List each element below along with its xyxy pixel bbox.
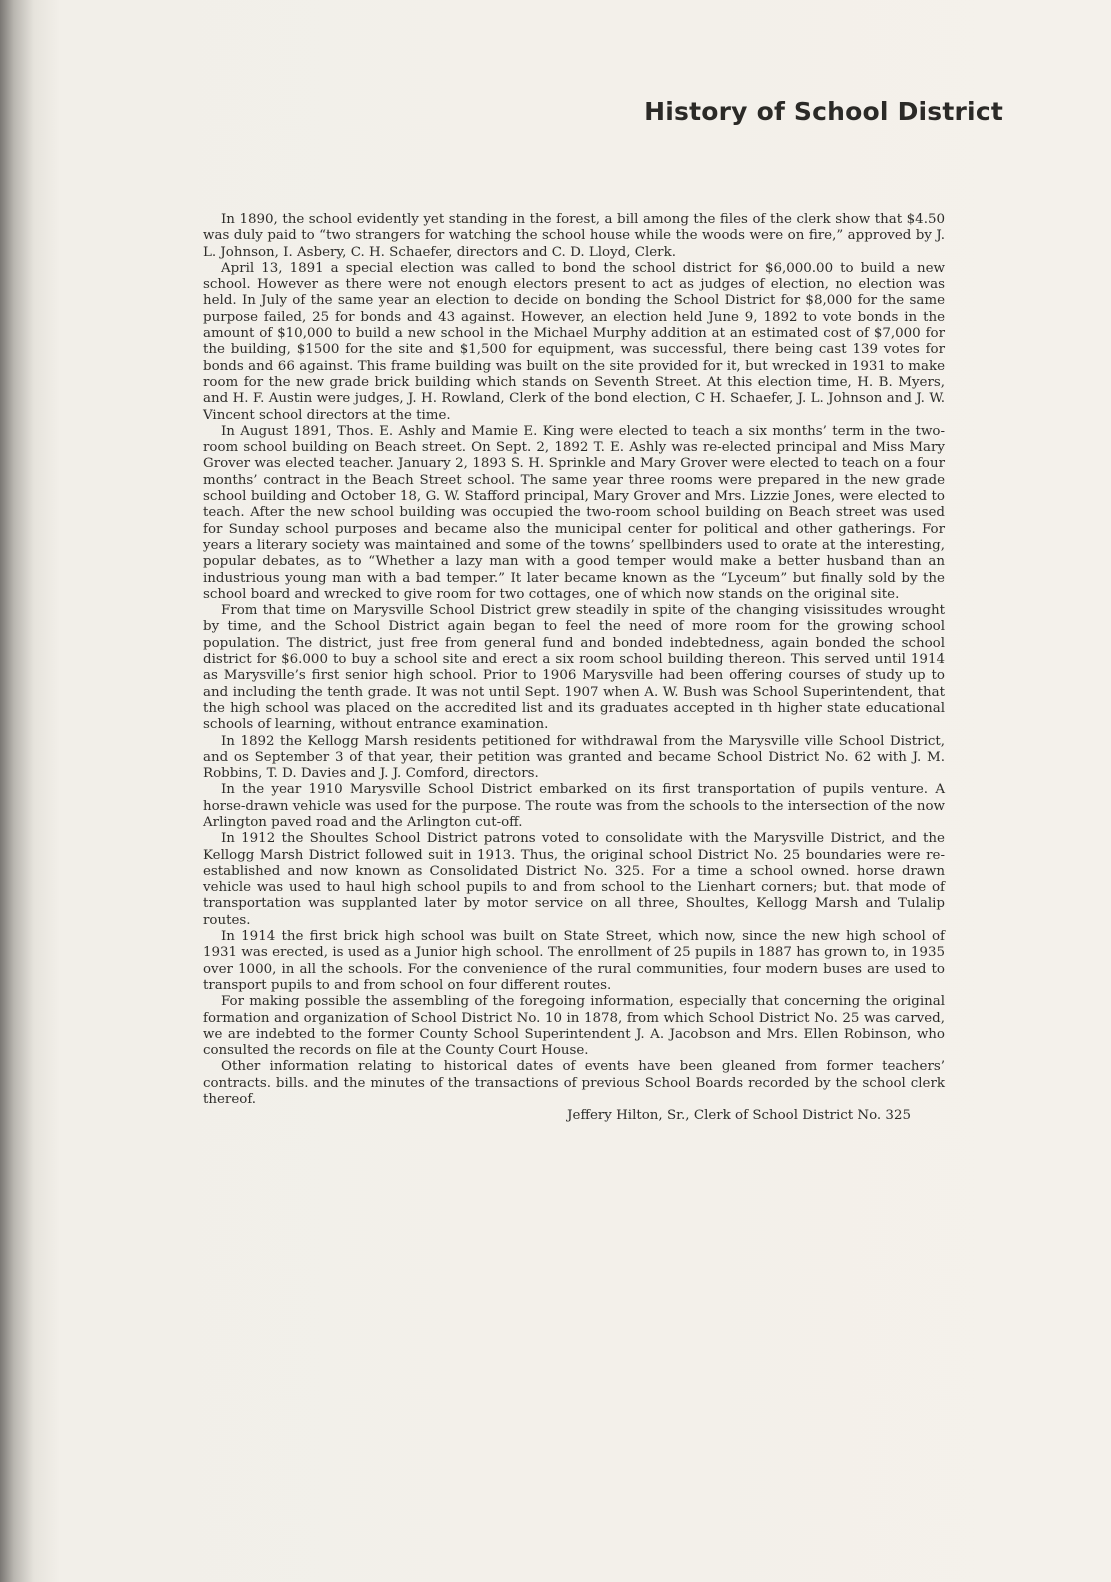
paragraph: In 1892 the Kellogg Marsh residents petitioned for withdrawal from the Marysville ville School District, and os September 3 of that year, their petition was granted and became School District No. 62 with J. M. Robbins, T. D. Davies and J. J. Comford, directors. xyxy=(203,733,945,782)
paragraph: In the year 1910 Marysville School District embarked on its first transportation of pupils venture. A horse-drawn vehicle was used for the purpose. The route was from the schools to the intersection of the now Arlington paved road and the Arlington cut-off. xyxy=(203,782,945,830)
paragraph: In 1914 the first brick high school was built on State Street, which now, since the new high school of 1931 was erected, is used as a Junior high school. The enrollment of 25 pupils in 1887 has grown to, in 1935 over 1000, in all the schools. For the convenience of the rural communities, four modern buses are used to transport pupils to and from school on four different routes. xyxy=(203,929,945,993)
article-body xyxy=(203,212,945,1125)
paragraph: From that time on Marysville School District grew steadily in spite of the changing visissitudes wrought by time, and the School District again began to feel the need of more room for the growing school population. The district, just free from general fund and bonded indebtedness, again bonded the school district for $6.000 to buy a school site and erect a six room school building thereon. This served until 1914 as Marysville’s first senior high school. Prior to 1906 Marysville had been offering courses of study up to and including the tenth grade. It was not until Sept. 1907 when A. W. Bush was School Superintendent, that the high school was placed on the accredited list and its graduates accepted in th higher state educational schools of learning, without entrance examination. xyxy=(203,603,945,733)
paragraph: In 1890, the school evidently yet standing in the forest, a bill among the files of the clerk show that $4.50 was duly paid to “two strangers for watching the school house while the woods were on fire,” approved by J. L. Johnson, I. Asbery, C. H. Schaefer, directors and C. D. Lloyd, Clerk. xyxy=(203,212,945,260)
signature: Jeffery Hilton, Sr., Clerk of School District No. 325 xyxy=(567,1108,911,1124)
paragraph: April 13, 1891 a special election was called to bond the school district for $6,000.00 to build a new school. However as there were not enough electors present to act as judges of election, no election was held. In July of the same year an election to decide on bonding the School District for $8,000 for the same purpose failed, 25 for bonds and 43 against. However, an election held June 9, 1892 to vote bonds in the amount of $10,000 to build a new school in the Michael Murphy addition at an estimated cost of $7,000 for the building, $1500 for the site and $1,500 for equipment, was successful, there being cast 139 votes for bonds and 66 against. This frame building was built on the site provided for it, but wrecked in 1931 to make room for the new grade brick building which stands on Seventh Street. At this election time, H. B. Myers, and H. F. Austin were judges, J. H. Rowland, Clerk of the bond election, C H. Schaefer, J. L. Johnson and J. W. Vincent school directors at the time. xyxy=(203,260,945,423)
paragraph: For making possible the assembling of the foregoing information, especially that concerning the original formation and organization of School District No. 10 in 1878, from which School District No. 25 was carved, we are indebted to the former County School Superintendent J. A. Jacobson and Mrs. Ellen Robinson, who consulted the records on file at the County Court House. xyxy=(203,994,945,1059)
paragraph: Other information relating to historical dates of events have been gleaned from former teachers’ contracts. bills. and the minutes of the transactions of previous School Boards recorded by the school clerk thereof. xyxy=(203,1059,945,1108)
paragraph: In August 1891, Thos. E. Ashly and Mamie E. King were elected to teach a six months’ term in the two-room school building on Beach street. On Sept. 2, 1892 T. E. Ashly was re-elected principal and Miss Mary Grover was elected teacher. January 2, 1893 S. H. Sprinkle and Mary Grover were elected to teach on a four months’ contract in the Beach Street school. The same year three rooms were prepared in the new grade school building and October 18, G. W. Stafford principal, Mary Grover and Mrs. Lizzie Jones, were elected to teach. After the new school building was occupied the two-room school building on Beach street was used for Sunday school purposes and became also the municipal center for political and other gatherings. For years a literary society was maintained and some of the towns’ spellbinders used to orate at the interesting, popular debates, as to “Whether a lazy man with a good temper would make a better husband than an industrious young man with a bad temper.” It later became known as the “Lyceum” but finally sold by the school board and wrecked to give room for two cottages, one of which now stands on the original site. xyxy=(203,423,945,602)
paragraph: In 1912 the Shoultes School District patrons voted to consolidate with the Marysville District, and the Kellogg Marsh District followed suit in 1913. Thus, the original school District No. 25 boundaries were re-established and now known as Consolidated District No. 325. For a time a school owned. horse drawn vehicle was used to haul high school pupils to and from school to the Lienhart corners; but. that mode of transportation was supplanted later by motor service on all three, Shoultes, Kellogg Marsh and Tulalip routes. xyxy=(203,831,945,928)
page-title: History of School District xyxy=(644,97,1003,126)
